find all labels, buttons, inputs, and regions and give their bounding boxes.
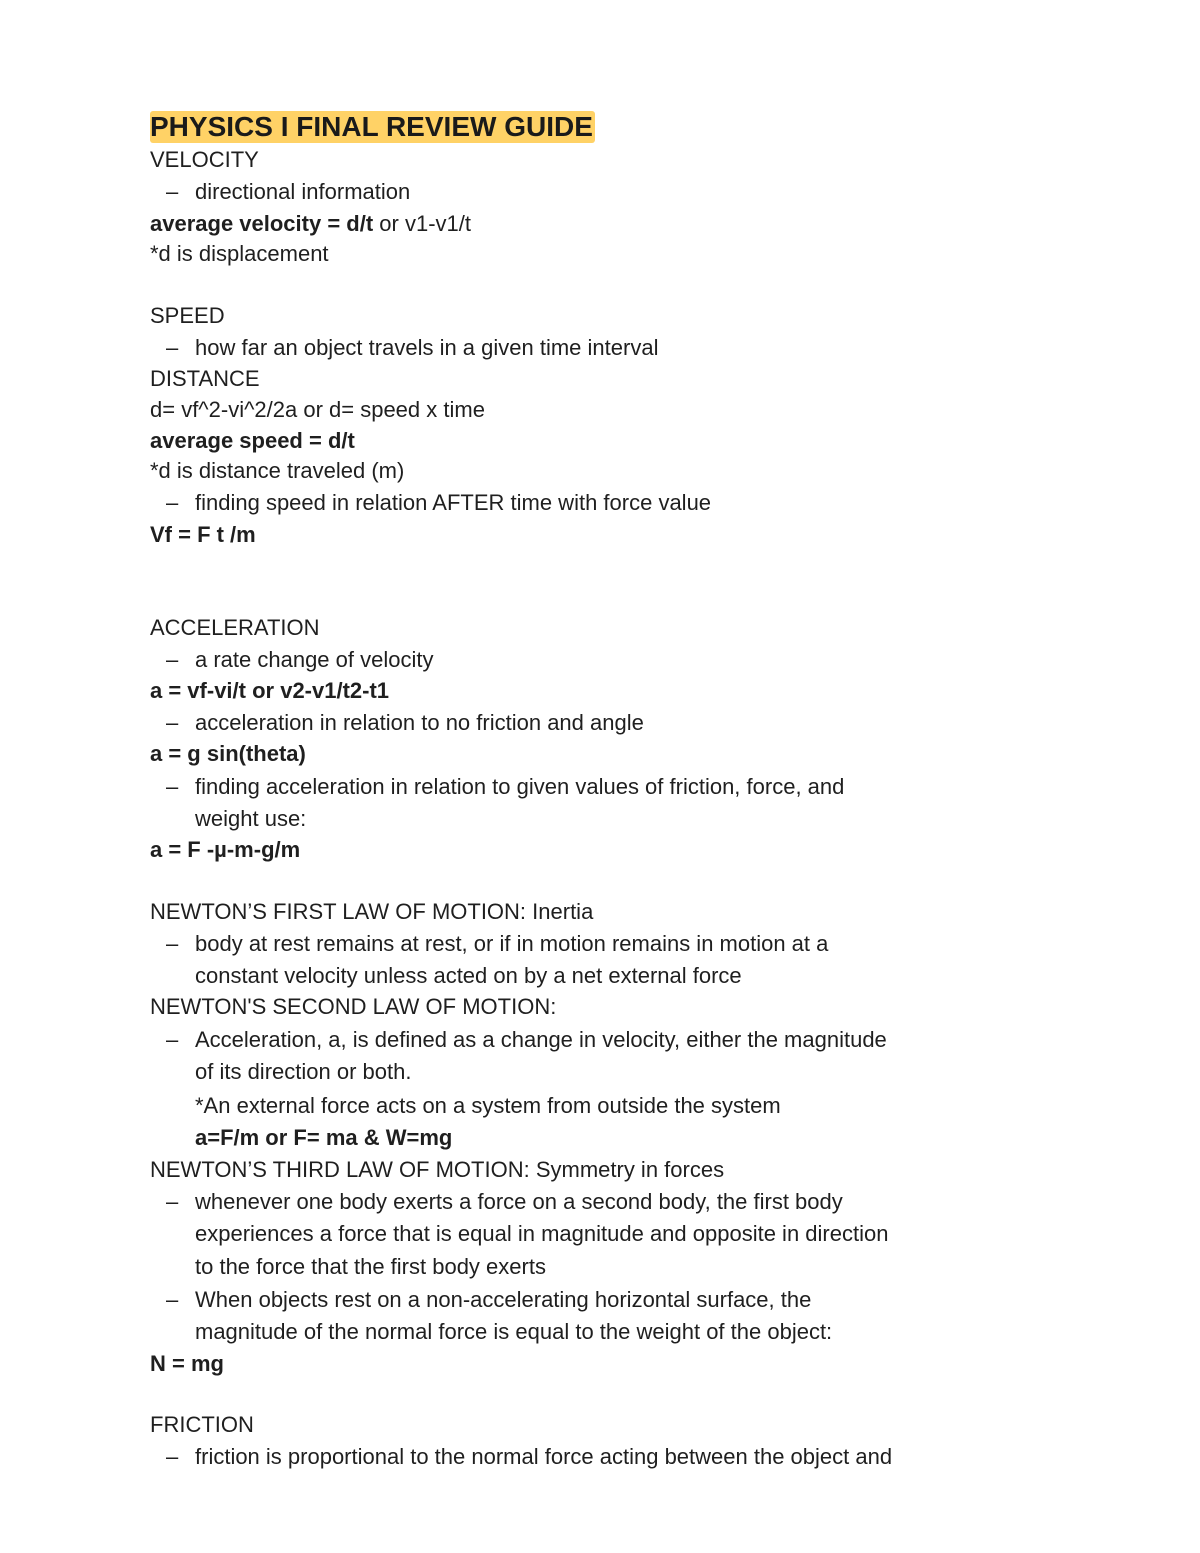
newton-first-bullet-line-1: body at rest remains at rest, or if in motion remains in motion at a — [195, 931, 829, 956]
bullet-dash: – — [166, 1027, 179, 1052]
acceleration-formula-2: a = g sin(theta) — [150, 741, 306, 766]
newton-third-bullet-2-line-1: When objects rest on a non-accelerating horizontal surface, the — [195, 1287, 812, 1312]
distance-note: *d is distance traveled (m) — [150, 458, 405, 483]
bullet-dash: – — [166, 647, 179, 672]
newton-second-law-heading: NEWTON'S SECOND LAW OF MOTION: — [150, 994, 557, 1019]
velocity-heading: VELOCITY — [150, 147, 259, 172]
bullet-dash: – — [166, 1189, 179, 1214]
normal-force-formula: N = mg — [150, 1351, 224, 1376]
newton-first-law-heading: NEWTON’S FIRST LAW OF MOTION: Inertia — [150, 899, 594, 924]
distance-heading: DISTANCE — [150, 366, 260, 391]
newton-third-bullet-2-line-2: magnitude of the normal force is equal to the weight of the object: — [195, 1319, 833, 1344]
velocity-formula-rest: or v1-v1/t — [373, 211, 471, 236]
newton-third-bullet-1-line-1: whenever one body exerts a force on a second body, the first body — [195, 1189, 843, 1214]
newton-third-law-heading: NEWTON’S THIRD LAW OF MOTION: Symmetry in forces — [150, 1157, 725, 1182]
distance-formula: d= vf^2-vi^2/2a or d= speed x time — [150, 397, 485, 422]
newton-second-bullet-line-2: of its direction or both. — [195, 1059, 412, 1084]
acceleration-formula-3: a = F -µ-m-g/m — [150, 837, 301, 862]
velocity-note: *d is displacement — [150, 241, 329, 266]
final-velocity-formula: Vf = F t /m — [150, 522, 256, 547]
newton-third-bullet-1-line-2: experiences a force that is equal in magnitude and opposite in direction — [195, 1221, 889, 1246]
bullet-dash: – — [166, 774, 179, 799]
newton-second-note: *An external force acts on a system from outside the system — [195, 1093, 781, 1118]
newton-third-bullet-1-line-3: to the force that the first body exerts — [195, 1254, 546, 1279]
acceleration-bullet-3-line-1: finding acceleration in relation to given values of friction, force, and — [195, 774, 845, 799]
friction-heading: FRICTION — [150, 1412, 254, 1437]
acceleration-bullet-1: a rate change of velocity — [195, 647, 434, 672]
velocity-formula — [150, 210, 471, 238]
acceleration-heading: ACCELERATION — [150, 615, 320, 640]
bullet-dash: – — [166, 1444, 179, 1469]
velocity-bullet: directional information — [195, 179, 411, 204]
speed-heading: SPEED — [150, 303, 225, 328]
velocity-formula-bold: average velocity = d/t — [150, 211, 374, 236]
bullet-dash: – — [166, 179, 179, 204]
newton-second-bullet-line-1: Acceleration, a, is defined as a change in velocity, either the magnitude — [195, 1027, 887, 1052]
acceleration-bullet-2: acceleration in relation to no friction and angle — [195, 710, 644, 735]
friction-bullet-line-1: friction is proportional to the normal force acting between the object and — [195, 1444, 893, 1469]
bullet-dash: – — [166, 335, 179, 360]
bullet-dash: – — [166, 710, 179, 735]
bullet-dash: – — [166, 931, 179, 956]
distance-bullet: finding speed in relation AFTER time with force value — [195, 490, 712, 515]
acceleration-formula-1: a = vf-vi/t or v2-v1/t2-t1 — [150, 678, 390, 703]
newton-second-formula: a=F/m or F= ma & W=mg — [195, 1125, 453, 1150]
average-speed-formula: average speed = d/t — [150, 428, 355, 453]
bullet-dash: – — [166, 1287, 179, 1312]
acceleration-bullet-3-line-2: weight use: — [195, 806, 307, 831]
newton-first-bullet-line-2: constant velocity unless acted on by a net external force — [195, 963, 742, 988]
page-title: PHYSICS I FINAL REVIEW GUIDE — [150, 111, 593, 142]
bullet-dash: – — [166, 490, 179, 515]
speed-bullet: how far an object travels in a given time interval — [195, 335, 659, 360]
